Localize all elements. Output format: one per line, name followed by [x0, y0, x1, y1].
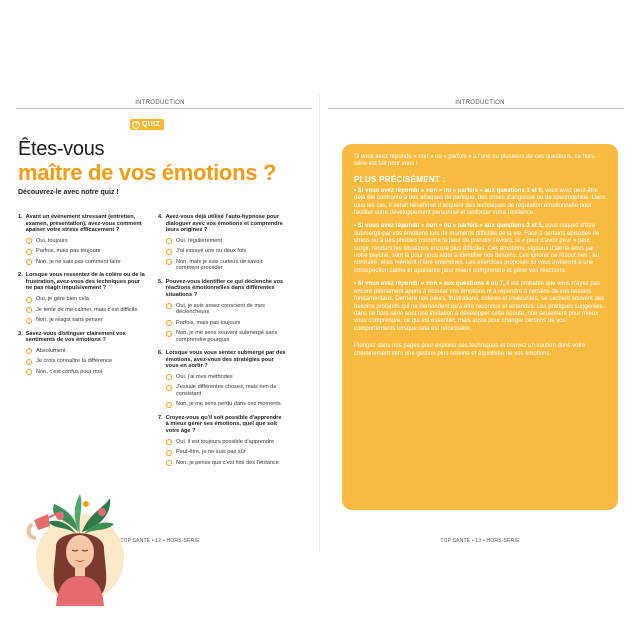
question-text: Lorsque vous vous sentez submergé par des émotions, avez-vous des stratégies pour vous en sortir ? [165, 350, 286, 370]
radio-circle-icon[interactable] [26, 249, 32, 255]
radio-circle-icon[interactable] [26, 369, 32, 375]
question-number: 6. [158, 350, 163, 357]
radio-circle-icon[interactable] [26, 318, 32, 324]
result-body: vous risquez d'être submergé par vos émotions lors de moments difficiles de la vie. Face à certains épisodes de stress ou à des phobies (comme la peur de prendre l'avion), la « peur d'avoir peur » peut surgir, rendant les situations encore plus difficiles. Ces émotions, signaux d'alerte émis par notre psyché, sont là pour nous aider à identifier nos besoins. Les ignorer ne résout rien ; au contraire, elles méritent d'être entendues. Les exercices proposés ici vous inviteront à une introspection calme et apaisante pour mieux comprendre et gérer vos réactions. [354, 223, 600, 274]
radio-circle-icon[interactable] [166, 331, 172, 337]
option-label: Parfois, mais pas toujours [176, 319, 241, 326]
result-paragraph-3 [354, 281, 606, 333]
question-text: Lorsque vous ressentez de la colère ou de la frustration, avez-vous des techniques pour ne pas réagir impulsivement ? [25, 272, 145, 292]
radio-circle-icon[interactable] [26, 348, 32, 354]
radio-circle-icon[interactable] [26, 297, 32, 303]
answer-option[interactable] [18, 307, 146, 314]
answer-option[interactable] [18, 296, 146, 303]
results-heading: PLUS PRÉCISÉMENT : [354, 174, 446, 184]
answer-option[interactable] [158, 449, 286, 456]
question-text: Savez-vous distinguer clairement vos sentiments de vos émotions ? [25, 330, 126, 344]
radio-circle-icon[interactable] [166, 374, 172, 380]
folio-right: TOP SANTÉ • 13 • HORS-SÉRIE [440, 538, 520, 544]
result-lead: • Si vous avez répondu « non » ou « parfois » aux questions 1 et 6, [354, 187, 544, 194]
result-lead: • Si vous avez répondu « non » ou « parfois » aux questions 3 et 5, [354, 223, 544, 230]
question-5 [158, 279, 286, 343]
running-head-left: INTRODUCTION [135, 100, 185, 106]
option-label: Oui, il est toujours possible d'apprendre [176, 438, 275, 445]
option-label: Oui, toujours [36, 237, 68, 244]
question-number: 3. [18, 330, 23, 337]
result-paragraph-1 [354, 188, 606, 218]
result-paragraph-2 [354, 223, 606, 275]
question-number: 4. [158, 214, 163, 220]
option-label: Parfois, mais pas toujours [36, 248, 101, 255]
answer-option[interactable] [18, 317, 146, 324]
title-line-1: Êtes-vous [18, 138, 105, 160]
answer-option[interactable] [18, 238, 146, 245]
option-label: Je crois connaître la différence [36, 358, 113, 365]
radio-circle-icon[interactable] [166, 402, 172, 408]
radio-circle-icon[interactable] [166, 450, 172, 456]
radio-circle-icon[interactable] [166, 249, 172, 255]
question-number: 1. [18, 214, 23, 220]
answer-option[interactable] [158, 439, 286, 446]
subtitle: Découvrez-le avec notre quiz ! [18, 189, 119, 196]
result-lead: • Si vous avez répondu « non » aux questions 4 ou 7, [354, 281, 505, 288]
results-outro: Plongez dans nos pages pour explorer ces techniques et trouvez un soutien dans votre cheminement vers une gestion plus sereine et équilibrée de vos émotions. [354, 343, 586, 357]
woman-watering-plants-illustration [20, 494, 130, 606]
answer-option[interactable] [158, 330, 286, 343]
option-label: Non, je me sens perdu dans ces moments [176, 401, 281, 408]
option-label: Non, je pense que c'est fixé dès l'enfance [176, 459, 279, 466]
answer-option[interactable] [158, 401, 286, 408]
question-number: 2. [18, 272, 23, 279]
radio-circle-icon[interactable] [26, 238, 32, 244]
answer-option[interactable] [158, 303, 286, 316]
option-label: Je tente de me calmer, mais c'est difficile [36, 306, 138, 313]
option-label: Non, je me sens souvent submergé sans comprendre pourquoi [176, 330, 278, 343]
question-2 [18, 272, 146, 323]
running-head-right: INTRODUCTION [455, 100, 505, 106]
answer-option[interactable] [158, 384, 286, 397]
option-label: J'essaie différentes choses, mais rien de consistant [176, 384, 277, 397]
answer-option[interactable] [158, 238, 286, 245]
answer-option[interactable] [18, 358, 146, 365]
answer-option[interactable] [158, 460, 286, 467]
answer-option[interactable] [18, 248, 146, 255]
answer-option[interactable] [158, 259, 286, 272]
option-label: Oui, j'ai mes méthodes [176, 373, 233, 380]
results-box [342, 144, 618, 510]
option-label: Peut-être, je ne suis pas sûr [176, 449, 246, 456]
radio-circle-icon[interactable] [26, 259, 32, 265]
question-3 [18, 331, 146, 376]
radio-circle-icon[interactable] [166, 259, 172, 265]
right-page [320, 94, 640, 552]
header-rule-right [328, 108, 624, 109]
radio-circle-icon[interactable] [26, 307, 32, 313]
answer-option[interactable] [18, 348, 146, 355]
question-7 [158, 415, 286, 466]
option-label: Non, je réagis sans penser [36, 317, 103, 324]
question-number: 7. [158, 414, 163, 421]
radio-circle-icon[interactable] [166, 238, 172, 244]
magazine-spread [0, 94, 640, 552]
quiz-column-1 [18, 214, 146, 382]
question-text: Avant un événement stressant (entretien, examen, présentation), avez-vous comment apaiser votre stress efficacement ? [25, 214, 142, 234]
radio-circle-icon[interactable] [166, 320, 172, 326]
option-label: Non, c'est confus pour moi [36, 368, 103, 375]
option-label: Oui, régulièrement [176, 237, 223, 244]
quiz-tag [130, 119, 164, 130]
left-page [0, 94, 320, 552]
question-4 [158, 214, 286, 272]
option-label: Non, je ne sais pas comment faire [36, 258, 121, 265]
option-label: Oui, je gère bien cela [36, 296, 89, 303]
radio-circle-icon[interactable] [166, 385, 172, 391]
option-label: Non, mais je suis curieux de savoir comment procéder [176, 258, 263, 272]
quiz-tag-label: QUIZ [142, 121, 160, 128]
question-6 [158, 350, 286, 408]
answer-option[interactable] [158, 248, 286, 255]
question-1 [18, 214, 146, 265]
results-intro: Si vous avez répondu « non » ou « parfois » à l'une ou plusieurs de ces questions, ce hors-série est fait pour vous ! [354, 154, 597, 168]
radio-circle-icon[interactable] [166, 303, 172, 309]
question-text: Croyez-vous qu'il soit possible d'apprendre à mieux gérer ses émotions, quel que soit votre âge ? [165, 414, 282, 435]
option-label: J'ai essayé une ou deux fois [176, 248, 247, 255]
quiz-column-2 [158, 214, 286, 473]
radio-circle-icon[interactable] [166, 460, 172, 466]
answer-option[interactable] [18, 259, 146, 266]
question-mark-icon: ? [132, 121, 140, 129]
result-body: il est probable que vous n'ayez pas encore pleinement appris à écouter vos émotions ni à répondre à certains de vos besoins fondamentaux. Derrière nos peurs, frustrations, colères et insécurités, se cachent souvent des besoins profonds qui ne demandent qu'à être reconnus et entendus. Les pratiques suggérées dans ce hors-série sont une invitation à développer cette écoute, non seulement pour mieux vous comprendre, ce qui est essentiel, mais aussi pour changer certains de vos comportements lorsque cela est nécessaire. [354, 281, 605, 332]
question-number: 5. [158, 278, 163, 285]
answer-option[interactable] [158, 320, 286, 327]
radio-circle-icon[interactable] [166, 439, 172, 445]
folio-left: TOP SANTÉ • 12 • HORS-SÉRIE [120, 538, 200, 544]
radio-circle-icon[interactable] [26, 359, 32, 365]
title-line-2: maître de vos émotions ? [18, 160, 277, 185]
result-body: vous avez peut-être déjà été confronté à des attaques de panique, des crises d'angoisse ou de spasmophilie. Dans tous les cas, il serait bénéfique d'acquérir des techniques de régulation émotionnelle pour faciliter votre développement personnel et renforcer votre résilience. [354, 187, 606, 217]
answer-option[interactable] [158, 374, 286, 381]
answer-option[interactable] [18, 369, 146, 376]
question-text: Avez-vous déjà utilisé l'auto-hypnose pour dialoguer avec vos émotions et comprendre leurs origines ? [165, 214, 283, 234]
header-rule-left [16, 108, 312, 109]
option-label: Oui, je suis assez conscient de mes déclencheurs [176, 302, 265, 316]
option-label: Absolument [36, 347, 66, 354]
question-text: Pouvez-vous identifier ce qui déclenche vos réactions émotionnelles dans différentes situations ? [165, 278, 284, 298]
